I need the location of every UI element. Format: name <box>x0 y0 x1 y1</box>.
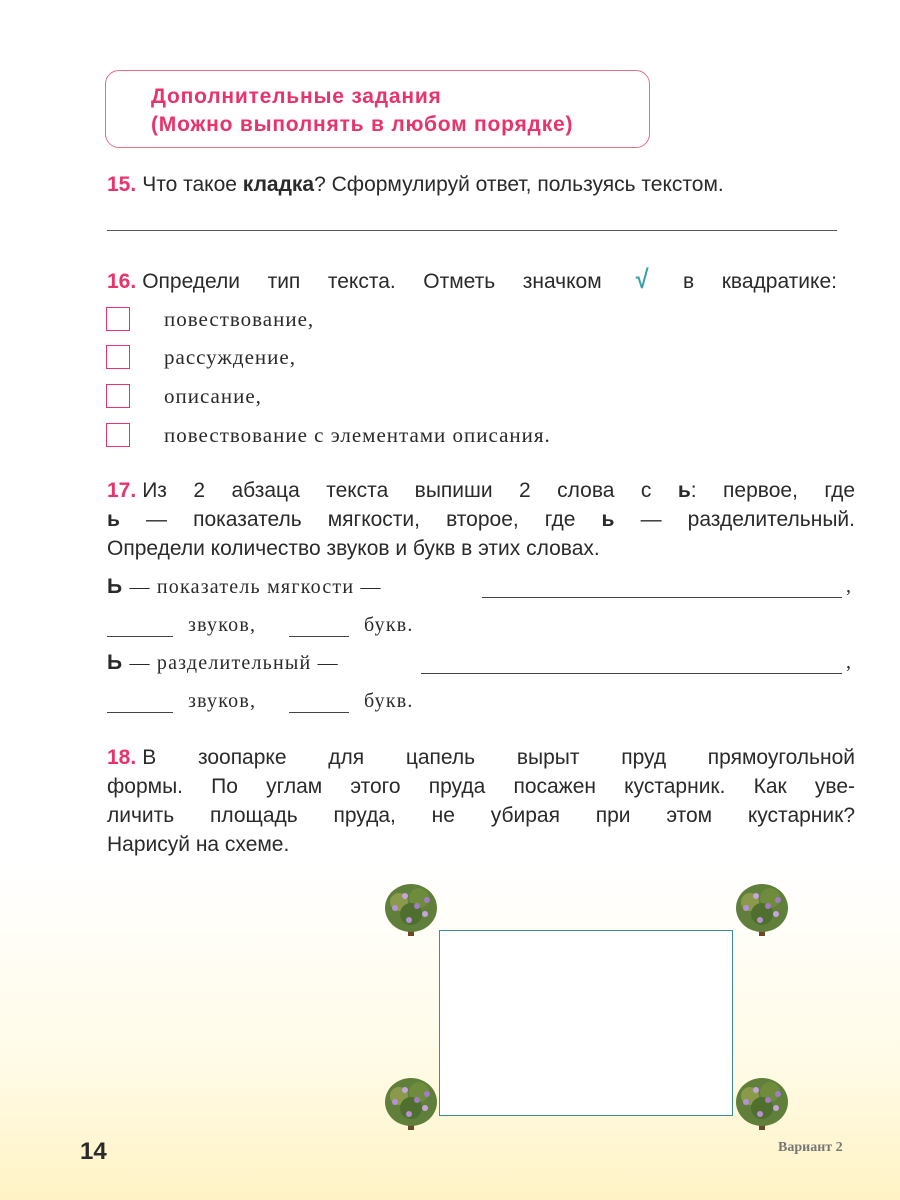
soft-indicator-word-line[interactable] <box>482 597 842 598</box>
task-17-line2-a: — показатель мягкости, второе, где <box>146 508 576 531</box>
task-18-line1: В зоопарке для цапель вырыт пруд прямоугольной <box>142 746 855 769</box>
separating-word-line[interactable] <box>421 673 842 674</box>
header-subtitle: (Можно выполнять в любом порядке) <box>151 113 574 136</box>
option-label: рассуждение, <box>164 345 296 369</box>
task-18-line2: формы. По углам этого пруда посажен кустарник. Как уве- <box>107 775 855 798</box>
sounds-label: звуков, <box>188 690 257 712</box>
task-17-line2-b: — разделительный. <box>640 508 855 531</box>
task-17-line1-a: Из 2 абзаца текста выпиши 2 слова с <box>142 479 652 502</box>
soft-sign: ь <box>107 508 120 531</box>
checkbox-narration[interactable] <box>106 307 130 331</box>
row-separating <box>107 651 339 675</box>
row-soft-indicator <box>107 575 382 599</box>
soft-sign: ь <box>677 479 691 502</box>
checkbox-description[interactable] <box>106 384 130 408</box>
task-15-text-before: Что такое <box>142 173 237 196</box>
row-separating-label: — разделительный — <box>129 652 339 674</box>
task-15 <box>107 170 842 199</box>
task-15-keyword: кладка <box>242 173 315 196</box>
task-16-number: 16. <box>107 270 137 293</box>
task-16 <box>107 265 837 296</box>
bush-icon <box>734 1072 790 1132</box>
task-15-text-after: ? Сформулируй ответ, пользуясь текстом. <box>314 173 724 196</box>
sounds-count-line-1[interactable] <box>107 636 173 637</box>
row-soft-indicator-label: — показатель мягкости — <box>129 576 382 598</box>
checkbox-reasoning[interactable] <box>106 345 130 369</box>
pond-rectangle[interactable] <box>439 930 733 1116</box>
task-16-text-before: Определи тип текста. Отметь значком <box>142 270 602 293</box>
option-label: описание, <box>164 384 262 408</box>
comma: , <box>846 575 853 597</box>
task-18-number: 18. <box>107 746 137 769</box>
soft-sign: ь <box>601 508 615 531</box>
sounds-label: звуков, <box>188 614 257 636</box>
letters-label: букв. <box>364 614 414 636</box>
task-15-answer-line[interactable] <box>107 230 837 231</box>
task-17 <box>107 476 855 563</box>
task-17-line1-b: : первое, где <box>690 479 855 502</box>
variant-label: Вариант 2 <box>778 1140 843 1155</box>
task-18-line3: личить площадь пруда, не убирая при этом кустарник? <box>107 804 855 827</box>
page-number: 14 <box>80 1138 107 1165</box>
bush-icon <box>383 1072 439 1132</box>
task-16-text-after: в квадратике: <box>683 270 837 293</box>
letters-label: букв. <box>364 690 414 712</box>
task-18 <box>107 743 855 859</box>
comma: , <box>846 651 853 673</box>
soft-sign-capital: Ь <box>107 651 124 674</box>
task-17-line3: Определи количество звуков и букв в этих словах. <box>107 537 600 560</box>
task-17-number: 17. <box>107 479 137 502</box>
sounds-count-line-2[interactable] <box>107 712 173 713</box>
bush-icon <box>734 878 790 938</box>
checkmark-icon: √ <box>635 264 649 294</box>
letters-count-line-1[interactable] <box>289 636 349 637</box>
task-15-number: 15. <box>107 173 137 196</box>
soft-sign-capital: Ь <box>107 575 124 598</box>
header-title: Дополнительные задания <box>151 85 442 108</box>
option-label: повествование с элементами описания. <box>164 423 551 447</box>
option-label: повествование, <box>164 307 315 331</box>
additional-tasks-header <box>105 70 650 148</box>
checkbox-narration-with-description[interactable] <box>106 423 130 447</box>
task-18-line4: Нарисуй на схеме. <box>107 833 290 856</box>
bush-icon <box>383 878 439 938</box>
letters-count-line-2[interactable] <box>289 712 349 713</box>
